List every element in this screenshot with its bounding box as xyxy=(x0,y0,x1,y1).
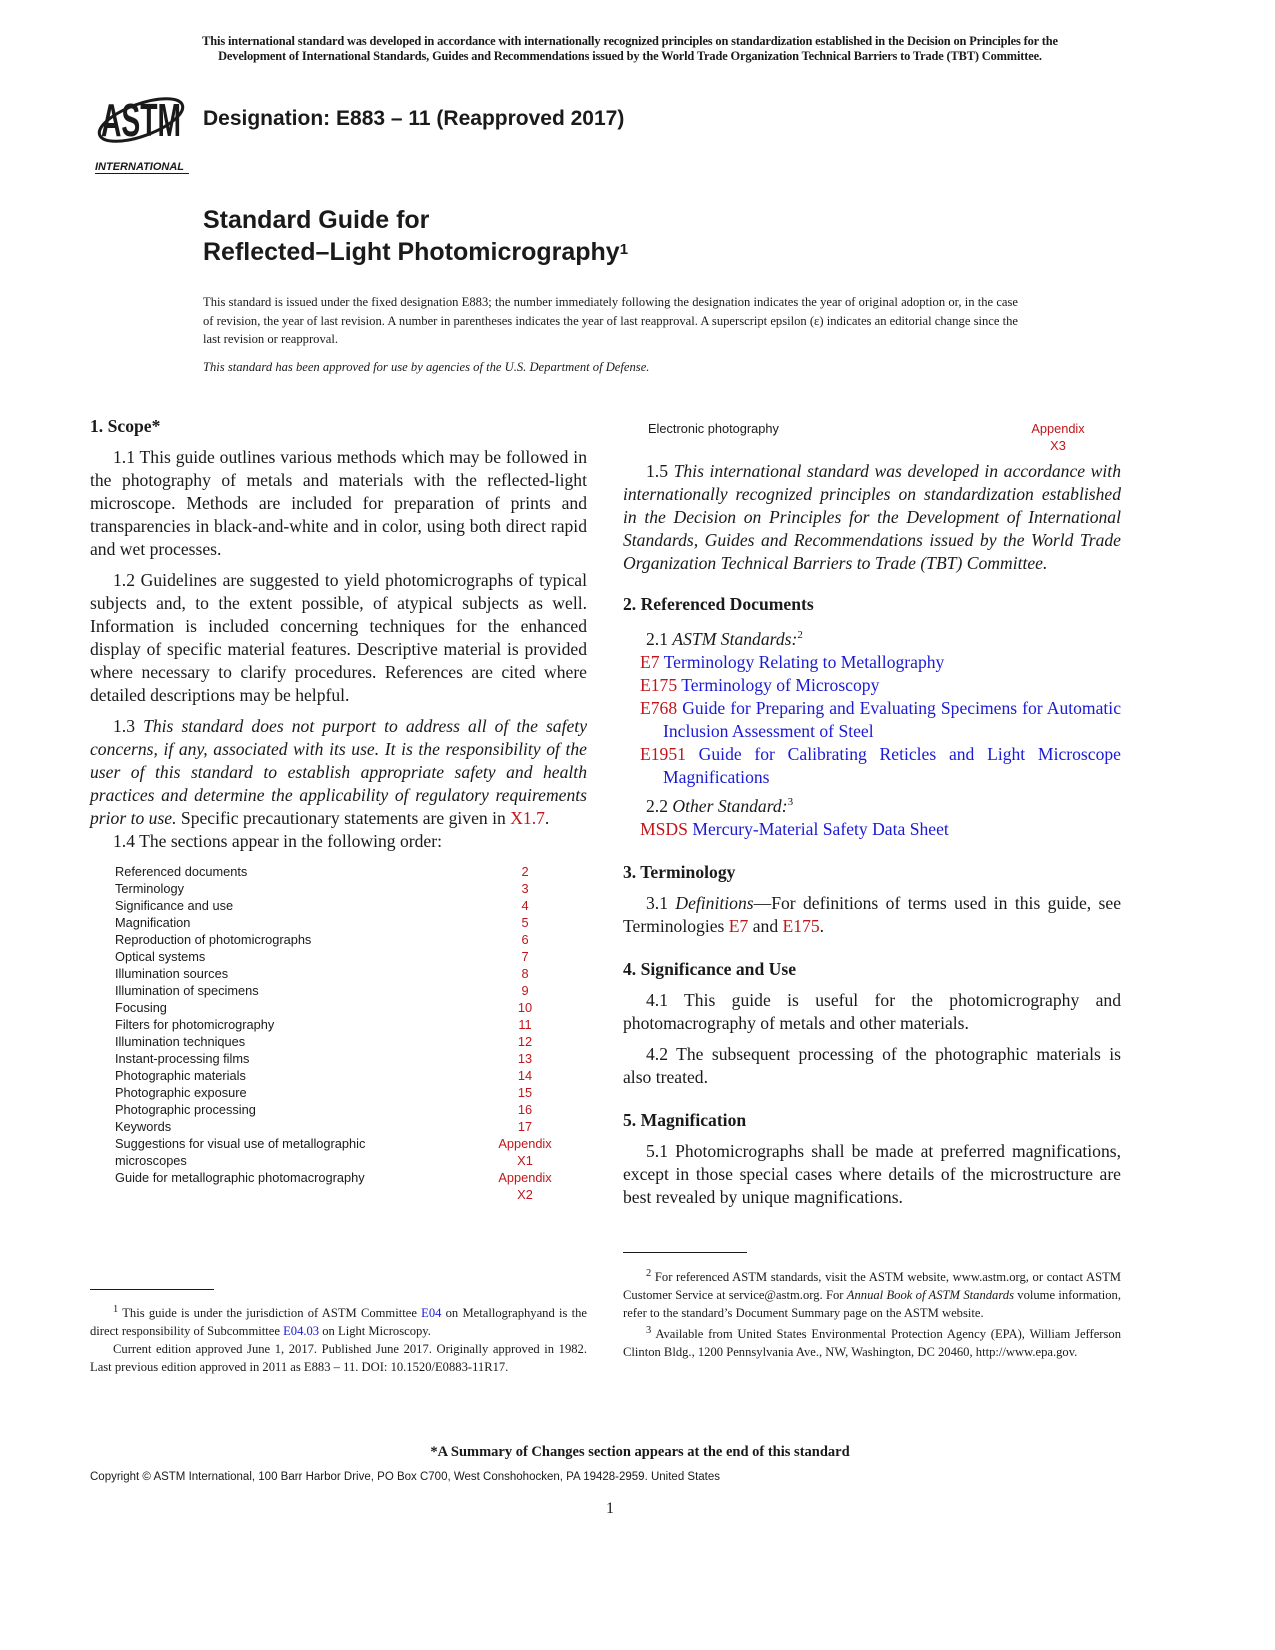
toc-ref-link[interactable]: Appendix X2 xyxy=(498,1170,552,1202)
wto-notice-line2: Development of International Standards, Guides and Recommendations issued by the World Trade Organization Technical Barriers to Trade (TBT) Committee. xyxy=(218,49,1042,63)
toc-label: Significance and use xyxy=(115,898,234,913)
link-e04[interactable]: E04 xyxy=(421,1306,442,1321)
toc-label: Guide for metallographic photomacrography xyxy=(115,1170,365,1185)
title-footnote-mark[interactable]: 1 xyxy=(619,241,629,258)
toc-ref-link[interactable]: 4 xyxy=(521,898,529,913)
toc-ref-link[interactable]: 15 xyxy=(517,1085,533,1100)
toc-label: Terminology xyxy=(115,881,184,896)
section-order-list-continued xyxy=(648,420,1093,454)
para-1-1: 1.1 This guide outlines various methods which may be followed in the photography of metals and materials with the reflected-light microscope. Methods are included for preparation of prints and transparencies in black-and-white and in color, using both direct rapid and wet processes. xyxy=(90,447,587,559)
section-heading-terminology: 3. Terminology xyxy=(623,861,736,882)
toc-row xyxy=(115,1067,560,1084)
toc-ref-link[interactable]: 13 xyxy=(517,1051,533,1066)
toc-label: Focusing xyxy=(115,1000,167,1015)
toc-row xyxy=(115,1169,560,1203)
page-number: 1 xyxy=(606,1500,614,1517)
astm-standards-label: 2.1 ASTM Standards:$^2$ xyxy=(646,628,803,649)
toc-row xyxy=(115,863,560,880)
toc-row xyxy=(115,965,560,982)
section-heading-scope: 1. Scope* xyxy=(90,416,161,436)
reference-item[interactable]: E175 Terminology of Microscopy xyxy=(640,674,880,695)
reference-item-msds[interactable]: MSDS Mercury-Material Safety Data Sheet xyxy=(640,818,949,839)
toc-label: Suggestions for visual use of metallographic microscopes xyxy=(115,1136,366,1168)
toc-ref-link[interactable]: 3 xyxy=(521,881,529,896)
toc-row xyxy=(115,999,560,1016)
toc-row xyxy=(115,1084,560,1101)
toc-row: Electronic photography Appendix X3 xyxy=(648,420,1093,454)
toc-ref-link[interactable]: 11 xyxy=(518,1017,532,1032)
toc-ref-link[interactable]: 10 xyxy=(517,1000,533,1015)
toc-row xyxy=(115,1101,560,1118)
toc-label: Reproduction of photomicrographs xyxy=(115,932,312,947)
toc-row xyxy=(115,1050,560,1067)
toc-row xyxy=(115,1033,560,1050)
para-1-3: 1.3 This standard does not purport to address all of the safety concerns, if any, associated with its use. It is the responsibility of the user of this standard to establish appropriate safety and health practices and determine the applicability of regulatory requirements prior to use. Specific precautionary statements are given in X1.7. xyxy=(90,716,588,828)
toc-label: Magnification xyxy=(115,915,191,930)
toc-ref-link[interactable]: 2 xyxy=(521,864,529,879)
designation: Designation: E883 – 11 (Reapproved 2017) xyxy=(203,107,625,130)
toc-ref-link[interactable]: 12 xyxy=(517,1034,533,1049)
toc-ref-link[interactable]: 16 xyxy=(517,1102,533,1117)
toc-row xyxy=(115,914,560,931)
reference-item[interactable]: E1951 Guide for Calibrating Reticles and Light Microscope Magnifications xyxy=(640,743,1121,787)
para-5-1: 5.1 Photomicrographs shall be made at preferred magnifications, except in those special cases where details of the microstructure are best revealed by unique magnifications. xyxy=(623,1140,1121,1207)
toc-ref-link[interactable]: 9 xyxy=(521,983,529,998)
reference-item[interactable]: E768 Guide for Preparing and Evaluating Specimens for Automatic Inclusion Assessment of Steel xyxy=(640,697,1121,741)
page-title xyxy=(203,204,628,268)
section-heading-referenced-documents: 2. Referenced Documents xyxy=(623,594,814,614)
toc-label: Keywords xyxy=(115,1119,172,1134)
issuance-statement: This standard is issued under the fixed designation E883; the number immediately following the designation indicates the year of original adoption or, in the case of revision, the year of last revision. A number in parentheses indicates the year of last reapproval. A superscript epsilon (ε) indicates an editorial change since the last revision or reapproval. xyxy=(203,295,1018,346)
toc-ref-link[interactable]: 7 xyxy=(521,949,529,964)
para-3-1: 3.1 Definitions—For definitions of terms used in this guide, see Terminologies E7 and E175. xyxy=(623,892,1122,936)
footnote-rule-right xyxy=(623,1252,747,1253)
toc-ref-link[interactable]: 14 xyxy=(517,1068,533,1083)
title-line1: Standard Guide for xyxy=(203,206,430,234)
footnote-rule-left xyxy=(90,1289,214,1290)
left-column xyxy=(90,415,588,1375)
logo-international-text: INTERNATIONAL xyxy=(95,161,189,174)
footnote-1-edition: Current edition approved June 1, 2017. Published June 2017. Originally approved in 1982. Last previous edition approved in 2011 as E883 – 11. DOI: 10.1520/E0883-11R17. xyxy=(90,1342,587,1375)
para-1-2: 1.2 Guidelines are suggested to yield photomicrographs of typical subjects and, to the extent possible, of atypical subjects as well. Information is included concerning techniques for the enhanced display of specific material features. Descriptive material is provided where necessary to clarify procedures. References are cited where detailed descriptions may be helpful. xyxy=(90,570,587,705)
section-order-list xyxy=(115,863,560,1203)
para-1-4: 1.4 The sections appear in the following order: xyxy=(113,831,442,851)
footnote-3: $^3$ Available from United States Environmental Protection Agency (EPA), William Jefferson Clinton Bldg., 1200 Pennsylvania Ave., NW, Washington, DC 20460, http://www.epa.gov. xyxy=(623,1325,1121,1360)
toc-label: Illumination of specimens xyxy=(115,983,259,998)
toc-label: Photographic materials xyxy=(115,1068,246,1083)
toc-ref-link[interactable]: 6 xyxy=(521,932,529,947)
toc-row xyxy=(115,897,560,914)
link-e175[interactable]: E175 xyxy=(782,915,820,936)
right-column xyxy=(623,420,1122,1360)
section-heading-significance: 4. Significance and Use xyxy=(623,958,797,979)
other-standard-label: 2.2 Other Standard:$^3$ xyxy=(646,795,794,816)
referenced-standards-list xyxy=(617,651,1121,789)
astm-logo xyxy=(93,84,193,172)
link-e04-03[interactable]: E04.03 xyxy=(283,1324,320,1339)
para-4-2: 4.2 The subsequent processing of the photographic materials is also treated. xyxy=(623,1043,1121,1087)
toc-row xyxy=(115,948,560,965)
footnote-2: $^2$ For referenced ASTM standards, visit the ASTM website, www.astm.org, or contact ASTM Customer Service at service@astm.org. For Annual Book of ASTM Standards volume information, refer to the standard’s Document Summary page on the ASTM website. xyxy=(623,1268,1121,1321)
toc-ref-link[interactable]: 5 xyxy=(521,915,529,930)
toc-label: Filters for photomicrography xyxy=(115,1017,275,1032)
copyright: Copyright © ASTM International, 100 Barr Harbor Drive, PO Box C700, West Conshohocken, PA 19428-2959. United States xyxy=(90,1471,721,1483)
toc-label: Illumination sources xyxy=(115,966,229,981)
footnotes-right xyxy=(623,1265,1121,1361)
link-x1-7[interactable]: X1.7 xyxy=(510,808,545,828)
section-heading-magnification: 5. Magnification xyxy=(623,1109,747,1130)
para-4-1: 4.1 This guide is useful for the photomicrography and photomacrography of metals and other materials. xyxy=(623,989,1121,1033)
dod-approval: This standard has been approved for use by agencies of the U.S. Department of Defense. xyxy=(203,360,650,374)
toc-row xyxy=(115,931,560,948)
toc-label: Referenced documents xyxy=(115,864,248,879)
toc-row xyxy=(115,1016,560,1033)
footnote-1: $^1$ This guide is under the jurisdiction of ASTM Committee E04 on Metallographyand is the direct responsibility of Subcommittee E04.03 on Light Microscopy. Current edition approved June 1, 2017. Published June 2017. Originally approved in 1982. Last previous edition approved in 2011 as E883 – 11. DOI: 10.1520/E0883-11R17. xyxy=(90,1304,587,1375)
toc-label: Optical systems xyxy=(115,949,206,964)
wto-notice-line1: This international standard was developed in accordance with internationally recognized principles on standardization established in the Decision on Principles for the xyxy=(202,34,1058,48)
para-1-5: 1.5 This international standard was developed in accordance with internationally recognized principles on standardization established in the Decision on Principles for the Development of International Standards, Guides and Recommendations issued by the World Trade Organization Technical Barriers to Trade (TBT) Committee. xyxy=(623,461,1121,573)
reference-item[interactable]: E7 Terminology Relating to Metallography xyxy=(640,651,945,672)
wto-notice xyxy=(80,34,1180,64)
toc-row xyxy=(115,982,560,999)
svg-text:ASTM: ASTM xyxy=(101,94,181,146)
summary-of-changes-note: *A Summary of Changes section appears at the end of this standard xyxy=(430,1444,850,1460)
toc-label: Photographic processing xyxy=(115,1102,256,1117)
toc-label: Instant-processing films xyxy=(115,1051,250,1066)
toc-ref-link[interactable]: 17 xyxy=(517,1119,533,1134)
astm-globe-icon xyxy=(93,84,193,156)
link-e7[interactable]: E7 xyxy=(728,915,749,936)
toc-ref-link[interactable]: Appendix X1 xyxy=(498,1136,552,1168)
toc-row xyxy=(115,1118,560,1135)
toc-ref-link[interactable]: Appendix X3 xyxy=(1031,421,1085,453)
toc-ref-link[interactable]: 8 xyxy=(521,966,529,981)
toc-row xyxy=(115,880,560,897)
title-line2: Reflected–Light Photomicrography$^1$ xyxy=(203,238,629,266)
toc-label: Illumination techniques xyxy=(115,1034,246,1049)
toc-row xyxy=(115,1135,560,1169)
toc-label: Photographic exposure xyxy=(115,1085,247,1100)
